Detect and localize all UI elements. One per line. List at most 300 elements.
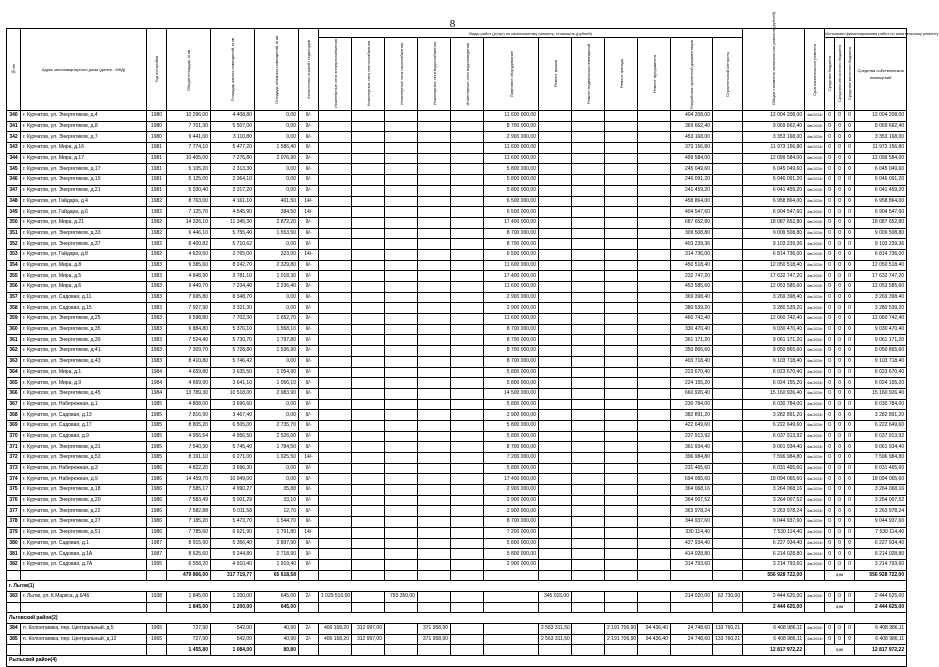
- table-cell: 0: [835, 442, 845, 453]
- table-cell: [572, 292, 605, 303]
- table-cell: [319, 388, 352, 399]
- table-cell: [385, 185, 418, 196]
- table-cell: 0: [835, 506, 845, 517]
- table-cell: 4 161,10: [211, 196, 255, 207]
- table-cell: 8 805,20: [167, 420, 211, 431]
- table-cell: [319, 271, 352, 282]
- table-cell: 1983: [147, 260, 167, 271]
- table-cell: 133 760,21: [713, 624, 743, 635]
- table-cell: 9/-: [299, 271, 319, 282]
- table-cell: [539, 185, 572, 196]
- table-cell: 6 023 670,40: [743, 367, 805, 378]
- table-cell: 0: [845, 634, 855, 645]
- table-cell: 0: [835, 153, 845, 164]
- table-cell: [638, 399, 671, 410]
- table-cell: 9/-: [299, 410, 319, 421]
- table-cell: [319, 164, 352, 175]
- table-cell: [605, 527, 638, 538]
- table-cell: 2 526,00: [255, 431, 299, 442]
- table-cell: [418, 474, 451, 485]
- table-cell: 9/-: [299, 164, 319, 175]
- table-cell: [671, 645, 713, 656]
- table-cell: 6 024 155,20: [743, 378, 805, 389]
- table-cell: 377: [7, 506, 21, 517]
- table-cell: [319, 346, 352, 357]
- table-cell: 10 296,00: [167, 111, 211, 122]
- table-cell: 1981: [147, 164, 167, 175]
- table-cell: 9 009 508,80: [855, 228, 907, 239]
- table-cell: 350 865,60: [671, 346, 713, 357]
- table-cell: [418, 527, 451, 538]
- table-cell: г. Курчатов, ул. Мира, д.9: [21, 378, 147, 389]
- table-cell: [539, 346, 572, 357]
- table-cell: 4 822,20: [167, 463, 211, 474]
- table-cell: [605, 474, 638, 485]
- table-cell: 4 629,50: [167, 249, 211, 260]
- table-cell: 9 044 937,60: [855, 517, 907, 528]
- table-cell: 14/-: [299, 249, 319, 260]
- table-cell: 5 746,42: [211, 356, 255, 367]
- table-cell: 4кв.2024г: [805, 143, 825, 154]
- table-row: [7, 121, 907, 132]
- table-cell: [352, 463, 385, 474]
- table-cell: 0: [845, 538, 855, 549]
- table-cell: 3 269 398,40: [743, 292, 805, 303]
- table-cell: [319, 207, 352, 218]
- table-cell: 9 050 865,60: [855, 346, 907, 357]
- table-cell: [539, 228, 572, 239]
- table-cell: 361: [7, 335, 21, 346]
- table-cell: 4кв.2024г: [805, 420, 825, 431]
- table-cell: г. Курчатов, ул. Энергетиков, д.22: [21, 506, 147, 517]
- table-cell: 0,00: [255, 111, 299, 122]
- table-cell: [638, 346, 671, 357]
- table-cell: 12 099 584,00: [743, 153, 805, 164]
- table-cell: 660 926,40: [671, 388, 713, 399]
- table-cell: [385, 175, 418, 186]
- table-cell: 33,10: [255, 495, 299, 506]
- table-cell: 246 091,20: [671, 175, 713, 186]
- table-cell: [539, 314, 572, 325]
- table-cell: 0: [845, 271, 855, 282]
- table-cell: [418, 132, 451, 143]
- table-cell: г. Курчатов, ул. Энергетиков, д.43: [21, 356, 147, 367]
- table-row: [7, 517, 907, 528]
- table-cell: [352, 175, 385, 186]
- table-cell: [638, 463, 671, 474]
- table-cell: 4кв.2024г: [805, 196, 825, 207]
- table-cell: [319, 111, 352, 122]
- table-cell: 0,00: [255, 185, 299, 196]
- table-cell: 359: [7, 314, 21, 325]
- table-cell: [451, 474, 484, 485]
- table-cell: [572, 346, 605, 357]
- table-cell: [605, 282, 638, 293]
- table-cell: 4кв.2024г: [805, 378, 825, 389]
- table-cell: 7 774,10: [167, 143, 211, 154]
- table-cell: 5 477,20: [211, 143, 255, 154]
- table-cell: [539, 517, 572, 528]
- table-cell: 1 084,00: [211, 645, 255, 656]
- table-cell: [713, 185, 743, 196]
- table-cell: 1965: [147, 624, 167, 635]
- table-cell: 0,00: [255, 399, 299, 410]
- table-cell: [638, 324, 671, 335]
- table-cell: 18 094 065,60: [743, 474, 805, 485]
- table-cell: 0: [835, 143, 845, 154]
- table-cell: 1983: [147, 303, 167, 314]
- table-cell: [418, 239, 451, 250]
- table-cell: 0: [825, 185, 835, 196]
- table-cell: 0: [845, 303, 855, 314]
- table-cell: 0: [845, 153, 855, 164]
- table-cell: 9/-: [299, 559, 319, 570]
- table-cell: [352, 388, 385, 399]
- table-cell: [319, 196, 352, 207]
- table-cell: [319, 335, 352, 346]
- table-cell: 18 087 652,80: [743, 217, 805, 228]
- table-cell: 0: [845, 410, 855, 421]
- table-cell: [572, 356, 605, 367]
- table-cell: 0,00: [255, 164, 299, 175]
- table-cell: 1981: [147, 153, 167, 164]
- table-cell: 1 791,80: [255, 527, 299, 538]
- table-cell: 0: [825, 495, 835, 506]
- table-cell: 9/-: [299, 143, 319, 154]
- table-cell: 7 540,30: [167, 442, 211, 453]
- table-cell: [352, 260, 385, 271]
- table-cell: 1985: [147, 420, 167, 431]
- table-cell: 687 652,80: [671, 217, 713, 228]
- table-cell: г. Курчатов, ул. Энергетиков, д.41: [21, 346, 147, 357]
- table-cell: [385, 153, 418, 164]
- table-cell: 12 053 585,60: [855, 282, 907, 293]
- table-row: [7, 217, 907, 228]
- table-cell: [572, 431, 605, 442]
- table-cell: 4кв.2024г: [805, 153, 825, 164]
- table-cell: 340: [7, 111, 21, 122]
- table-cell: [713, 506, 743, 517]
- table-cell: 9/-: [299, 442, 319, 453]
- table-cell: 3 321,30: [211, 303, 255, 314]
- table-cell: [638, 388, 671, 399]
- table-cell: 1986: [147, 527, 167, 538]
- table-cell: 6 214 028,80: [743, 549, 805, 560]
- table-cell: 0: [825, 538, 835, 549]
- table-cell: 422 649,60: [671, 420, 713, 431]
- table-cell: [572, 207, 605, 218]
- table-row: [7, 271, 907, 282]
- table-cell: [352, 185, 385, 196]
- table-cell: [638, 485, 671, 496]
- table-cell: 0: [845, 388, 855, 399]
- table-cell: [352, 570, 385, 581]
- table-cell: 7 927,90: [167, 303, 211, 314]
- table-cell: [451, 303, 484, 314]
- table-cell: 369: [7, 420, 21, 431]
- table-cell: 0: [835, 335, 845, 346]
- table-cell: [385, 474, 418, 485]
- table-cell: 0,00: [255, 132, 299, 143]
- table-cell: [418, 314, 451, 325]
- table-cell: [385, 485, 418, 496]
- table-cell: 6 045 049,60: [743, 164, 805, 175]
- table-row: [7, 314, 907, 325]
- table-cell: [352, 282, 385, 293]
- table-cell: [539, 474, 572, 485]
- table-cell: 5 800 000,00: [484, 164, 539, 175]
- table-cell: 6 500 000,00: [484, 249, 539, 260]
- table-cell: 0: [845, 495, 855, 506]
- table-cell: [352, 517, 385, 528]
- table-cell: [572, 196, 605, 207]
- table-cell: [638, 356, 671, 367]
- table-cell: 6 046 091,20: [855, 175, 907, 186]
- table-cell: 9/-: [299, 260, 319, 271]
- table-cell: 4кв.2024г: [805, 463, 825, 474]
- table-cell: 0: [835, 282, 845, 293]
- table-cell: [7, 570, 21, 581]
- table-cell: 6 408 986,11: [855, 634, 907, 645]
- table-cell: [572, 303, 605, 314]
- table-cell: 4 669,90: [167, 378, 211, 389]
- table-cell: [539, 175, 572, 186]
- table-cell: 404 547,60: [671, 207, 713, 218]
- table-cell: 4кв.2024г: [805, 292, 825, 303]
- table-cell: 0: [825, 346, 835, 357]
- table-cell: [572, 388, 605, 399]
- table-cell: [638, 591, 671, 602]
- table-cell: 0: [845, 442, 855, 453]
- table-cell: г. Курчатов, ул. Энергетиков, д.39: [21, 335, 147, 346]
- table-cell: 4кв.2024г: [805, 324, 825, 335]
- table-cell: 0: [835, 185, 845, 196]
- table-cell: [713, 207, 743, 218]
- table-cell: 406 168,20: [319, 624, 352, 635]
- table-cell: 6 558,20: [167, 559, 211, 570]
- table-cell: [572, 602, 605, 613]
- table-cell: 7 582,88: [167, 506, 211, 517]
- table-cell: [572, 527, 605, 538]
- table-cell: г. Курчатов, ул. Энергетиков, д.53: [21, 453, 147, 464]
- table-cell: 2 313,30: [211, 164, 255, 175]
- table-cell: 62 730,00: [713, 591, 743, 602]
- table-cell: 8 700 000,00: [484, 442, 539, 453]
- table-cell: 0: [835, 239, 845, 250]
- table-cell: 4кв.2024г: [805, 517, 825, 528]
- table-cell: [605, 495, 638, 506]
- table-cell: 1986: [147, 495, 167, 506]
- table-cell: 5 800 000,00: [484, 175, 539, 186]
- col-header: Лифтовое оборудование: [484, 38, 539, 111]
- table-cell: 0: [845, 549, 855, 560]
- table-cell: 9 103 239,36: [743, 239, 805, 250]
- table-cell: 1983: [147, 292, 167, 303]
- table-cell: 6 030 784,00: [743, 399, 805, 410]
- table-cell: 2 191 706,90: [605, 624, 638, 635]
- table-cell: 9/-: [299, 111, 319, 122]
- table-cell: 0: [825, 634, 835, 645]
- table-cell: [385, 164, 418, 175]
- table-cell: [385, 431, 418, 442]
- table-cell: 382 891,20: [671, 410, 713, 421]
- table-cell: [638, 292, 671, 303]
- table-cell: 80,80: [255, 645, 299, 656]
- table-cell: 7 185,20: [167, 517, 211, 528]
- table-cell: [385, 388, 418, 399]
- table-cell: г. Курчатов, ул. Энергетиков, д.7: [21, 132, 147, 143]
- table-cell: [352, 602, 385, 613]
- table-cell: 15 160 926,40: [855, 388, 907, 399]
- table-cell: 18 087 652,80: [855, 217, 907, 228]
- table-cell: [805, 645, 825, 656]
- table-cell: [385, 559, 418, 570]
- table-cell: 9/-: [299, 431, 319, 442]
- table-cell: [385, 634, 418, 645]
- table-cell: 2/-: [299, 624, 319, 635]
- table-row: [7, 388, 907, 399]
- table-cell: 4кв.2024г: [805, 559, 825, 570]
- table-cell: 5 730,70: [211, 335, 255, 346]
- table-cell: [713, 346, 743, 357]
- table-cell: 357: [7, 292, 21, 303]
- table-cell: 214 020,00: [671, 591, 713, 602]
- table-cell: г. Курчатов, ул. Энергетиков, д.21: [21, 185, 147, 196]
- table-cell: [805, 570, 825, 581]
- table-cell: 317 719,77: [211, 570, 255, 581]
- table-cell: [605, 420, 638, 431]
- table-cell: [605, 570, 638, 581]
- table-cell: 9/-: [299, 303, 319, 314]
- table-cell: 6 505,00: [211, 420, 255, 431]
- table-cell: [352, 228, 385, 239]
- table-cell: [319, 442, 352, 453]
- table-cell: [319, 282, 352, 293]
- table-cell: 0: [825, 303, 835, 314]
- table-cell: [352, 485, 385, 496]
- table-cell: [605, 239, 638, 250]
- table-cell: [319, 399, 352, 410]
- table-cell: [451, 335, 484, 346]
- table-cell: 7 234,40: [211, 282, 255, 293]
- col-header: Ремонт фасада: [605, 38, 638, 111]
- table-cell: [713, 153, 743, 164]
- table-cell: 364 007,52: [671, 495, 713, 506]
- table-cell: 9/-: [299, 474, 319, 485]
- table-cell: 1 200,00: [211, 591, 255, 602]
- table-row: [7, 538, 907, 549]
- table-cell: 1 652,70: [255, 314, 299, 325]
- col-header: Ремонт фундамента: [638, 38, 671, 111]
- table-cell: 0: [825, 314, 835, 325]
- table-cell: [418, 549, 451, 560]
- table-cell: 2 317,20: [211, 185, 255, 196]
- table-cell: [605, 335, 638, 346]
- table-cell: [352, 378, 385, 389]
- table-row: [7, 346, 907, 357]
- table-row: [7, 463, 907, 474]
- table-cell: 0: [835, 260, 845, 271]
- table-cell: [605, 399, 638, 410]
- table-cell: г. Курчатов, ул. Гайдара, д.8: [21, 249, 147, 260]
- table-cell: [319, 324, 352, 335]
- table-cell: 7 524,40: [167, 335, 211, 346]
- table-cell: [539, 303, 572, 314]
- table-cell: 7 309,70: [167, 346, 211, 357]
- table-cell: 1982: [147, 207, 167, 218]
- table-cell: [713, 217, 743, 228]
- col-header: Строительный контроль: [713, 38, 743, 111]
- table-cell: [713, 196, 743, 207]
- table-cell: [352, 442, 385, 453]
- table-cell: 6 500 000,00: [484, 196, 539, 207]
- table-cell: [605, 324, 638, 335]
- table-cell: [352, 591, 385, 602]
- table-cell: 0: [825, 506, 835, 517]
- table-cell: 1 586,40: [255, 143, 299, 154]
- table-cell: [418, 303, 451, 314]
- table-cell: [352, 271, 385, 282]
- table-cell: [385, 420, 418, 431]
- table-row: [7, 282, 907, 293]
- table-cell: 5 001,29: [211, 495, 255, 506]
- table-cell: [605, 442, 638, 453]
- table-cell: 9 069 662,40: [743, 121, 805, 132]
- table-cell: 1986: [147, 485, 167, 496]
- col-header: Общая площадь, м кв.: [167, 29, 211, 111]
- table-cell: 1 056,10: [255, 378, 299, 389]
- table-cell: [638, 517, 671, 528]
- table-cell: 6 408 986,11: [855, 624, 907, 635]
- table-cell: 0,00: [825, 645, 855, 656]
- table-cell: 0: [825, 143, 835, 154]
- table-cell: 4кв.2024г: [805, 549, 825, 560]
- table-cell: 1983: [147, 271, 167, 282]
- table-cell: 8 700 000,00: [484, 517, 539, 528]
- section-row: [7, 581, 907, 592]
- table-cell: 232 747,20: [671, 271, 713, 282]
- table-cell: 0: [845, 282, 855, 293]
- table-cell: [638, 185, 671, 196]
- table-cell: 5 745,40: [211, 442, 255, 453]
- table-cell: 0: [825, 517, 835, 528]
- table-cell: [385, 378, 418, 389]
- table-cell: [572, 314, 605, 325]
- table-cell: 12 817 972,22: [743, 645, 805, 656]
- table-cell: [638, 196, 671, 207]
- table-cell: 365: [7, 378, 21, 389]
- table-cell: [385, 495, 418, 506]
- table-cell: 5 244,80: [211, 549, 255, 560]
- table-cell: [352, 207, 385, 218]
- table-cell: [671, 602, 713, 613]
- table-cell: 1983: [147, 335, 167, 346]
- table-cell: 5 030,40: [167, 185, 211, 196]
- table-cell: 3 641,10: [211, 378, 255, 389]
- table-cell: [713, 249, 743, 260]
- table-cell: 1 536,90: [255, 346, 299, 357]
- table-cell: 3 280 539,20: [855, 303, 907, 314]
- table-cell: [572, 474, 605, 485]
- table-cell: 0,00: [255, 356, 299, 367]
- table-cell: 5 800 000,00: [484, 549, 539, 560]
- table-cell: [605, 388, 638, 399]
- table-cell: 1 925,50: [255, 453, 299, 464]
- table-cell: г. Курчатов, ул. Набережная, д.1: [21, 399, 147, 410]
- table-cell: [713, 388, 743, 399]
- table-cell: 3 214 793,60: [743, 559, 805, 570]
- table-cell: 3 467,40: [211, 410, 255, 421]
